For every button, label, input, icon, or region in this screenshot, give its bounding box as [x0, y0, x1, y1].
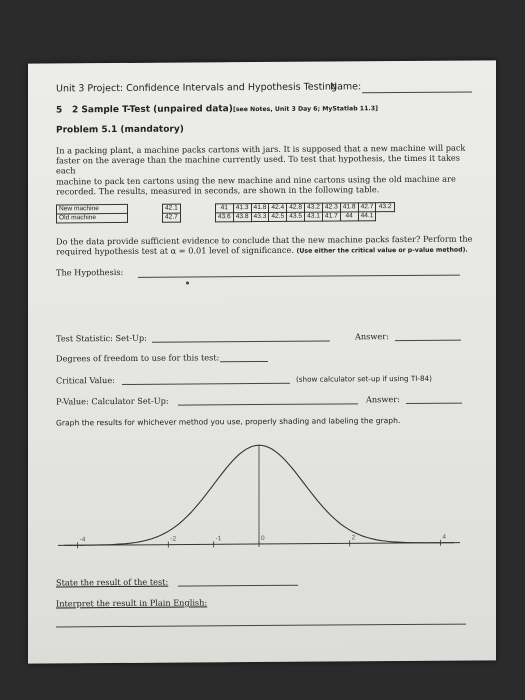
- table-cell: 44.1: [358, 212, 376, 221]
- question-line: required hypothesis test at α = 0.01 level of significance. (Use either the critical value or p-value method).: [56, 244, 468, 257]
- problem-title: Problem 5.1 (mandatory): [56, 124, 184, 136]
- pvalue-field-line[interactable]: [178, 403, 358, 405]
- table-cell: 43.2: [305, 203, 323, 212]
- table-row: [57, 212, 395, 223]
- name-field-line[interactable]: [362, 92, 472, 94]
- page-header-title: Unit 3 Project: Confidence Intervals and Hypothesis Testing: [56, 81, 337, 95]
- table-row-label: Old machine: [57, 213, 128, 222]
- problem-text: [56, 142, 481, 196]
- table-row-label: New machine: [57, 204, 128, 213]
- degrees-freedom-field-line[interactable]: [220, 361, 268, 362]
- table-cell: 42.1: [163, 204, 181, 213]
- name-label: Name:: [330, 81, 362, 93]
- critical-value-field-line[interactable]: [122, 383, 290, 385]
- pencil-dot: [186, 282, 189, 285]
- section-number: 5: [56, 105, 63, 116]
- table-cell: 41.8: [251, 203, 269, 212]
- table-cell: 42.8: [287, 203, 305, 212]
- problem-line: machine to pack ten cartons using the new machine and nine cartons using the old machine are: [56, 173, 456, 187]
- question-text: [56, 233, 481, 258]
- problem-line: recorded. The results, measured in seconds, are shown in the following table.: [56, 183, 380, 197]
- table-cell: 41: [215, 204, 233, 213]
- table-cell: 43.2: [376, 203, 395, 212]
- problem-line: faster on the average than the machine currently used. To test that hypothesis, the times it takes each: [56, 152, 460, 176]
- table-cell: 43.3: [251, 212, 269, 221]
- graph-instruction: Graph the results for whichever method you use, properly shading and labeling the graph.: [56, 416, 401, 428]
- section-title: 2 Sample T-Test (unpaired data): [72, 104, 233, 116]
- table-cell: 41.3: [233, 204, 251, 213]
- state-result-label: State the result of the test:: [56, 576, 169, 588]
- table-cell: 41.8: [340, 203, 358, 212]
- table-cell: 42.3: [322, 203, 340, 212]
- x-tick-label: -1: [215, 535, 222, 543]
- table-cell: 43.5: [287, 212, 305, 221]
- test-statistic-answer-line[interactable]: [395, 340, 461, 341]
- question-note: (Use either the critical value or p-value method).: [296, 246, 468, 255]
- table-cell: 42.7: [163, 213, 181, 222]
- table-cell: 42.4: [269, 203, 287, 212]
- question-line: Do the data provide sufficient evidence to conclude that the new machine packs faster? Perform the: [56, 233, 473, 247]
- test-statistic-field-line[interactable]: [152, 341, 330, 343]
- calculator-setup-note: (show calculator set-up if using TI-84): [296, 373, 432, 384]
- table-cell: 42.7: [358, 203, 376, 212]
- table-cell: 43.6: [215, 213, 233, 222]
- hypothesis-field-line[interactable]: [138, 275, 460, 278]
- x-tick-label: 2: [351, 534, 356, 542]
- pvalue-answer-label: Answer:: [366, 394, 400, 405]
- table-cell: 44: [340, 212, 358, 221]
- worksheet-page: [28, 60, 496, 663]
- degrees-freedom-label: Degrees of freedom to use for this test:: [56, 352, 220, 364]
- section-note: [see Notes, Unit 3 Day 6; MyStatlab 11.3]: [233, 105, 378, 114]
- table-cell: 41.7: [322, 212, 340, 221]
- pvalue-answer-line[interactable]: [406, 403, 462, 404]
- test-statistic-answer-label: Answer:: [355, 331, 389, 342]
- pvalue-label: P-Value: Calculator Set-Up:: [56, 395, 169, 407]
- state-result-field-line[interactable]: [178, 585, 298, 587]
- hypothesis-label: The Hypothesis:: [56, 266, 124, 278]
- interpret-result-field-line[interactable]: [56, 624, 466, 628]
- critical-value-label: Critical Value:: [56, 375, 115, 386]
- table-cell: 43.1: [305, 212, 323, 221]
- x-tick-label: -4: [79, 536, 86, 544]
- data-table: [56, 202, 395, 223]
- normal-curve-graph[interactable]: [50, 431, 470, 569]
- test-statistic-label: Test Statistic: Set-Up:: [56, 332, 147, 344]
- x-tick-label: 0: [261, 534, 265, 543]
- problem-line: In a packing plant, a machine packs cartons with jars. It is supposed that a new machine will pack: [56, 142, 466, 156]
- x-tick-label: -2: [170, 535, 177, 543]
- table-cell: 43.8: [233, 213, 251, 222]
- interpret-result-label: Interpret the result in Plain English:: [56, 597, 208, 609]
- table-cell: 42.5: [269, 212, 287, 221]
- x-tick-label: 4: [442, 533, 447, 541]
